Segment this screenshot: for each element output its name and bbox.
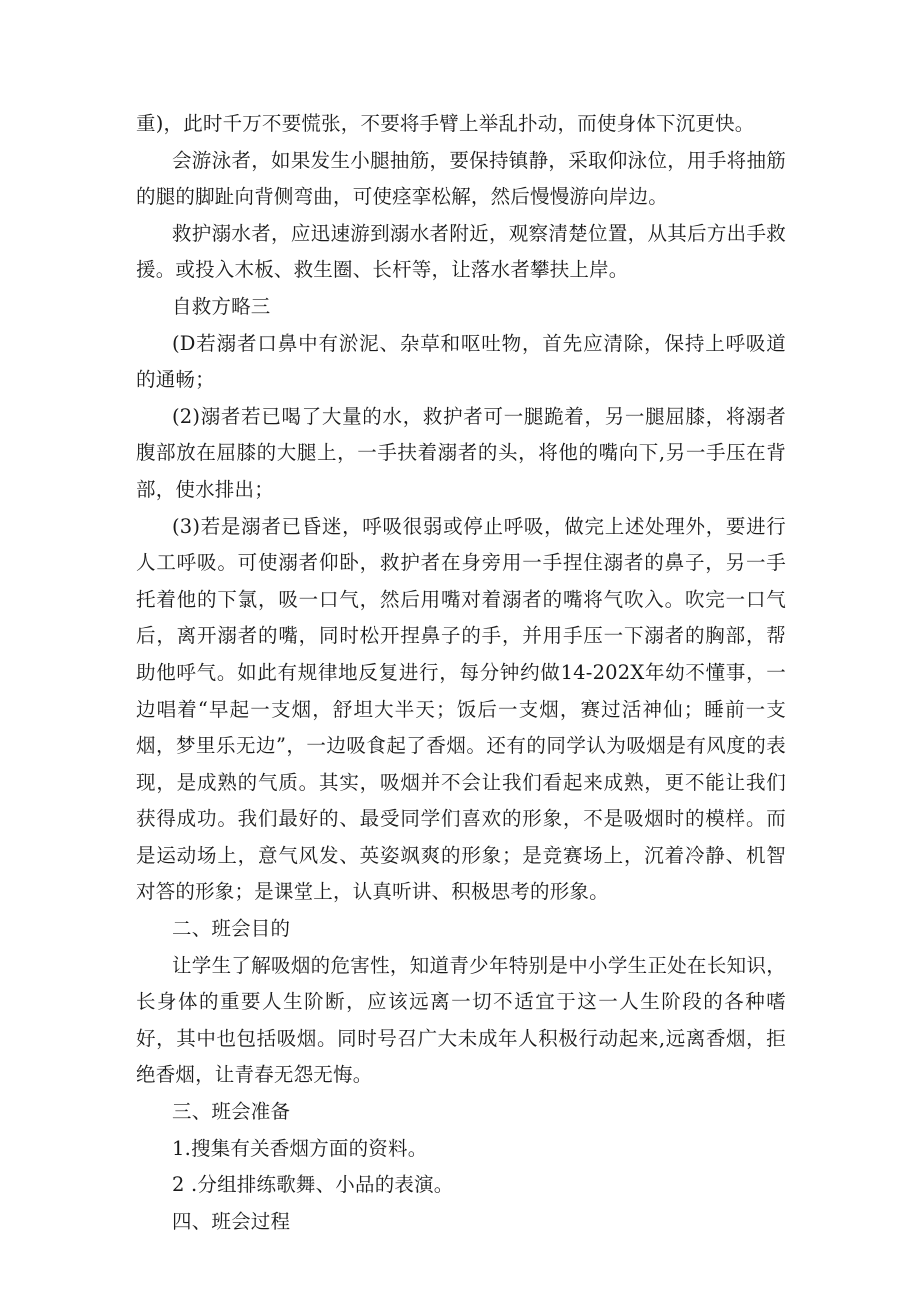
paragraph-step-2: (2)溺者若已喝了大量的水，救护者可一腿跪着，另一腿屈膝，将溺者腹部放在屈膝的大腿上，一手扶着溺者的头，将他的嘴向下,另一手压在背部，使水排出；: [136, 404, 786, 501]
list-item-preparation-2: 2 .分组排练歌舞、小品的表演。: [172, 1173, 454, 1197]
document-body: [136, 106, 786, 1240]
paragraph-continuation: 重)，此时千万不要慌张，不要将手臂上举乱扑动，而使身体下沉更快。: [136, 112, 755, 135]
heading-class-preparation: 三、班会准备: [172, 1100, 291, 1124]
heading-class-process: 四、班会过程: [172, 1209, 291, 1233]
paragraph-cramp-self-rescue: 会游泳者，如果发生小腿抽筋，要保持镇静，采取仰泳位，用手将抽筋的腿的脚趾向背侧弯曲，可使痉挛松解，然后慢慢游向岸边。: [136, 148, 786, 209]
paragraph-class-purpose: 让学生了解吸烟的危害性，知道青少年特别是中小学生正处在长知识，长身体的重要人生阶断，应该远离一切不适宜于这一人生阶段的各种嗜好，其中也包括吸烟。同时号召广大未成年人积极行动起来,远离香烟，拒绝香烟，让青春无怨无悔。: [136, 953, 786, 1087]
heading-self-rescue-3: 自救方略三: [172, 294, 271, 318]
heading-class-purpose: 二、班会目的: [172, 917, 291, 941]
paragraph-step-1: (D若溺者口鼻中有淤泥、杂草和呕吐物，首先应清除，保持上呼吸道的通畅；: [136, 331, 786, 392]
list-item-preparation-1: 1.搜集有关香烟方面的资料。: [172, 1136, 428, 1160]
paragraph-step-3: (3)若是溺者已昏迷，呼吸很弱或停止呼吸，做完上述处理外，要进行人工呼吸。可使溺者仰卧，救护者在身旁用一手捏住溺者的鼻子，另一手托着他的下氯，吸一口气，然后用嘴对着溺者的嘴将气吹入。吹完一口气后，离开溺者的嘴，同时松开捏鼻子的手，并用手压一下溺者的胸部，帮助他呼气。如此有规律地反复进行，每分钟约做14-202X年幼不懂事，一边唱着“早起一支烟，舒坦大半天；饭后一支烟，赛过活神仙；睡前一支烟，梦里乐无边”，一边吸食起了香烟。还有的同学认为吸烟是有风度的表现，是成熟的气质。其实，吸烟并不会让我们看起来成熟，更不能让我们获得成功。我们最好的、最受同学们喜欢的形象，不是吸烟时的模样。而是运动场上，意气风发、英姿飒爽的形象；是竞赛场上，沉着冷静、机智对答的形象；是课堂上，认真听讲、积极思考的形象。: [136, 514, 786, 904]
paragraph-rescue-drowning: 救护溺水者，应迅速游到溺水者附近，观察清楚位置，从其后方出手救援。或投入木板、救生圈、长杆等，让落水者攀扶上岸。: [136, 221, 786, 282]
